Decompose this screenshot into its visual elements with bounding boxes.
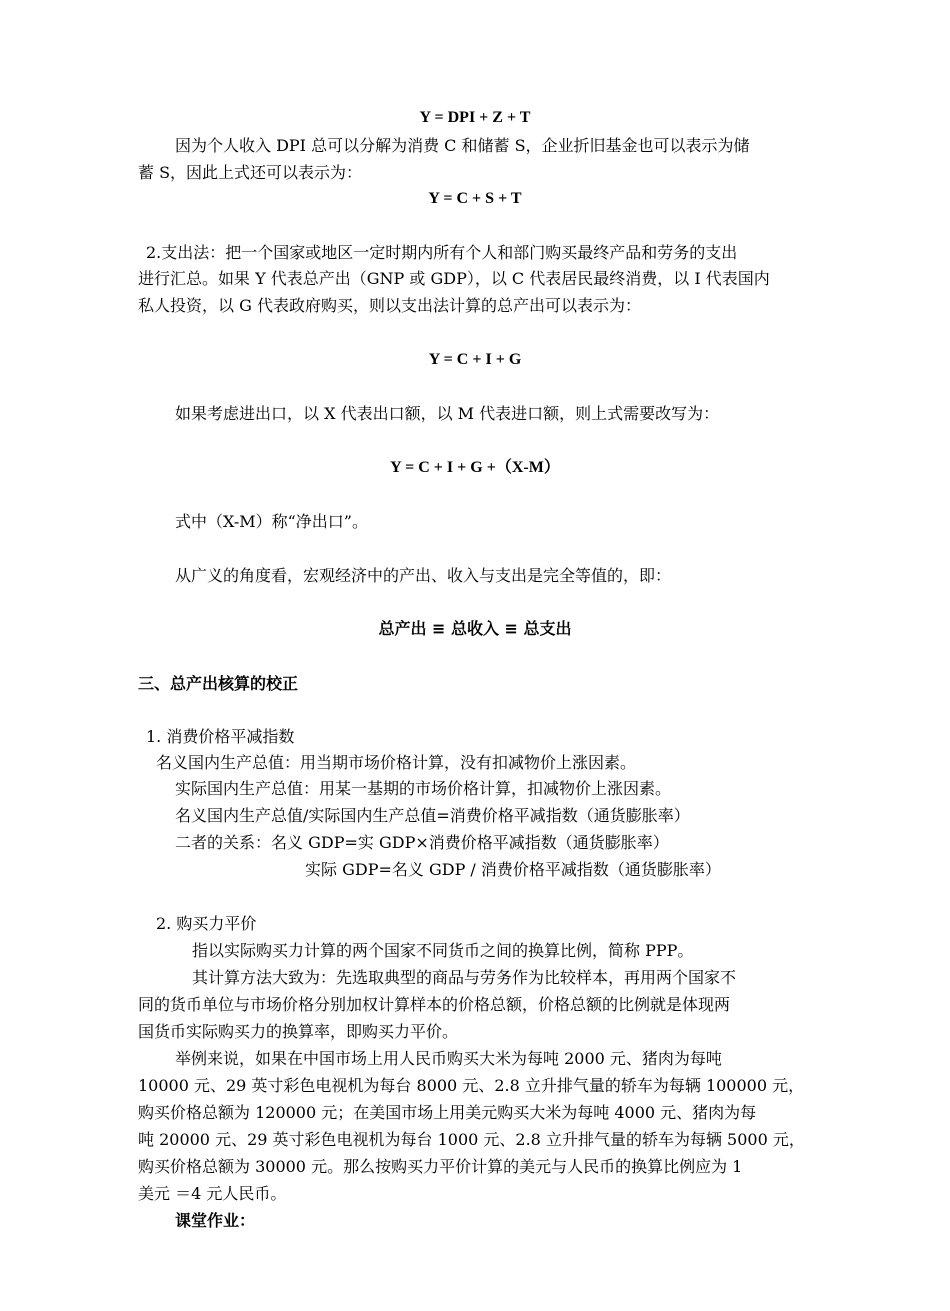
- paragraph-line: 进行汇总。如果 Y 代表总产出（GNP 或 GDP），以 C 代表居民最终消费，以 I 代表国内: [138, 269, 770, 288]
- subsection-title: 1. 消费价格平减指数: [146, 727, 295, 746]
- paragraph-line: 购买价格总额为 30000 元。那么按购买力平价计算的美元与人民币的换算比例应为 1: [138, 1157, 743, 1176]
- paragraph-line: 名义国内生产总值：用当期市场价格计算，没有扣减物价上涨因素。: [156, 753, 637, 772]
- equation-savings: Y = C + S + T: [428, 190, 522, 207]
- homework-label: 课堂作业：: [175, 1211, 256, 1230]
- paragraph-line: 名义国内生产总值/实际国内生产总值=消费价格平减指数（通货膨胀率）: [175, 806, 690, 825]
- equation-expenditure: Y = C + I + G: [428, 351, 522, 368]
- paragraph-line: 2.支出法：把一个国家或地区一定时期内所有个人和部门购买最终产品和劳务的支出: [146, 243, 738, 262]
- equation-income: Y = DPI + Z + T: [419, 109, 531, 126]
- paragraph-line: 实际 GDP=名义 GDP / 消费价格平减指数（通货膨胀率）: [305, 860, 721, 879]
- paragraph-line: 举例来说，如果在中国市场上用人民币购买大米为每吨 2000 元、猪肉为每吨: [175, 1049, 722, 1068]
- paragraph-line: 式中（X-M）称“净出口”。: [175, 512, 368, 531]
- paragraph-line: 其计算方法大致为：先选取典型的商品与劳务作为比较样本，再用两个国家不: [192, 968, 737, 987]
- paragraph-line: 美元 ＝4 元人民币。: [138, 1184, 287, 1203]
- paragraph-line: 同的货币单位与市场价格分别加权计算样本的价格总额，价格总额的比例就是体现两: [138, 995, 731, 1014]
- subsection-title: 2. 购买力平价: [156, 914, 257, 933]
- paragraph-line: 私人投资，以 G 代表政府购买，则以支出法计算的总产出可以表示为：: [138, 296, 641, 315]
- paragraph-line: 因为个人收入 DPI 总可以分解为消费 C 和储蓄 S，企业折旧基金也可以表示为储: [175, 136, 750, 155]
- equation-identity: 总产出 ≡ 总收入 ≡ 总支出: [378, 619, 572, 638]
- paragraph-line: 购买价格总额为 120000 元；在美国市场上用美元购买大米为每吨 4000 元、猪肉为每: [138, 1103, 757, 1122]
- equation-open-economy: Y = C + I + G +（X-M）: [390, 459, 560, 476]
- paragraph-line: 指以实际购买力计算的两个国家不同货币之间的换算比例，简称 PPP。: [192, 941, 694, 960]
- paragraph-line: 10000 元、29 英寸彩色电视机为每台 8000 元、2.8 立升排气量的轿车为每辆 100000 元，: [138, 1076, 805, 1095]
- paragraph-line: 二者的关系：名义 GDP=实 GDP×消费价格平减指数（通货膨胀率）: [175, 833, 669, 852]
- paragraph-line: 从广义的角度看，宏观经济中的产出、收入与支出是完全等值的，即：: [175, 566, 672, 585]
- paragraph-line: 如果考虑进出口，以 X 代表出口额，以 M 代表进口额，则上式需要改写为：: [175, 404, 720, 423]
- paragraph-line: 吨 20000 元、29 英寸彩色电视机为每台 1000 元、2.8 立升排气量的轿车为每辆 5000 元，: [138, 1130, 805, 1149]
- paragraph-line: 蓄 S，因此上式还可以表示为：: [138, 163, 363, 182]
- section-heading: 三、总产出核算的校正: [138, 674, 299, 693]
- paragraph-line: 实际国内生产总值：用某一基期的市场价格计算，扣减物价上涨因素。: [175, 779, 672, 798]
- paragraph-line: 国货币实际购买力的换算率，即购买力平价。: [138, 1022, 459, 1041]
